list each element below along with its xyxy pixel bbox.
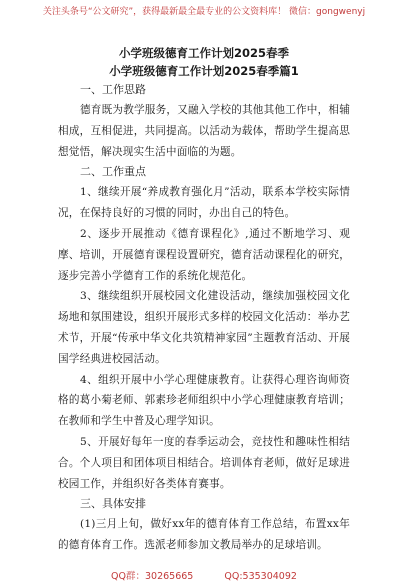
paragraph: 德育既为教学服务，又融入学校的其他其他工作中，相辅相成，互相促进，共同提高。以活动为载体，帮助学生提高思想觉悟，解决现实生活中面临的为题。 — [58, 104, 350, 158]
section-heading: 一、工作思路 — [80, 83, 146, 96]
paragraph: 3、继续组织开展校园文化建设活动，继续加强校园文化场地和氛围建设，组织开展形式多样的校园文化活动：举办艺术节，开展“传承中华文化共筑精神家园”主题教育活动、开展国学经典进校园活动。 — [58, 290, 350, 365]
paragraph: 5、开展好每年一度的春季运动会，竞技性和趣味性相结合。个人项目和团体项目相结合。培训体育老师，做好足球进校园工作，并组织好各类体育赛事。 — [58, 435, 350, 490]
document-title: 小学班级德育工作计划2025春季 — [118, 46, 289, 60]
paragraph: 1、继续开展“养成教育强化月”活动，联系本学校实际情况，在保持良好的习惯的同时，办出自己的特色。 — [58, 186, 350, 220]
paragraph: 4、组织开展中小学心理健康教育。让获得心理咨询师资格的葛小菊老师、郭素珍老师组织中小学心理健康教育培训；在教师和学生中普及心理学知识。 — [58, 373, 350, 428]
footer-qq-group: QQ群：30265665 — [111, 571, 194, 582]
document-body — [58, 44, 350, 556]
footer-qq: QQ:535304092 — [224, 571, 297, 582]
document-subtitle: 小学班级德育工作计划2025春季篇1 — [109, 64, 299, 78]
top-banner: 关注头条号“公文研究”，获得最新最全最专业的公文资料库！ 微信：gongwenyj — [42, 7, 366, 17]
paragraph: 2、逐步开展推动《德育课程化》,通过不断地学习、观摩、培训，开展德育课程设置研究，德育活动课程化的研究，逐步完善小学德育工作的系统化规范化。 — [58, 227, 350, 282]
paragraph: (1)三月上旬，做好xx年的德育体育工作总结，布置xx年的德育体育工作。选派老师参加文教局举办的足球培训。 — [58, 518, 350, 552]
section-heading: 二、工作重点 — [80, 165, 146, 179]
section-heading: 三、具体安排 — [80, 497, 146, 511]
